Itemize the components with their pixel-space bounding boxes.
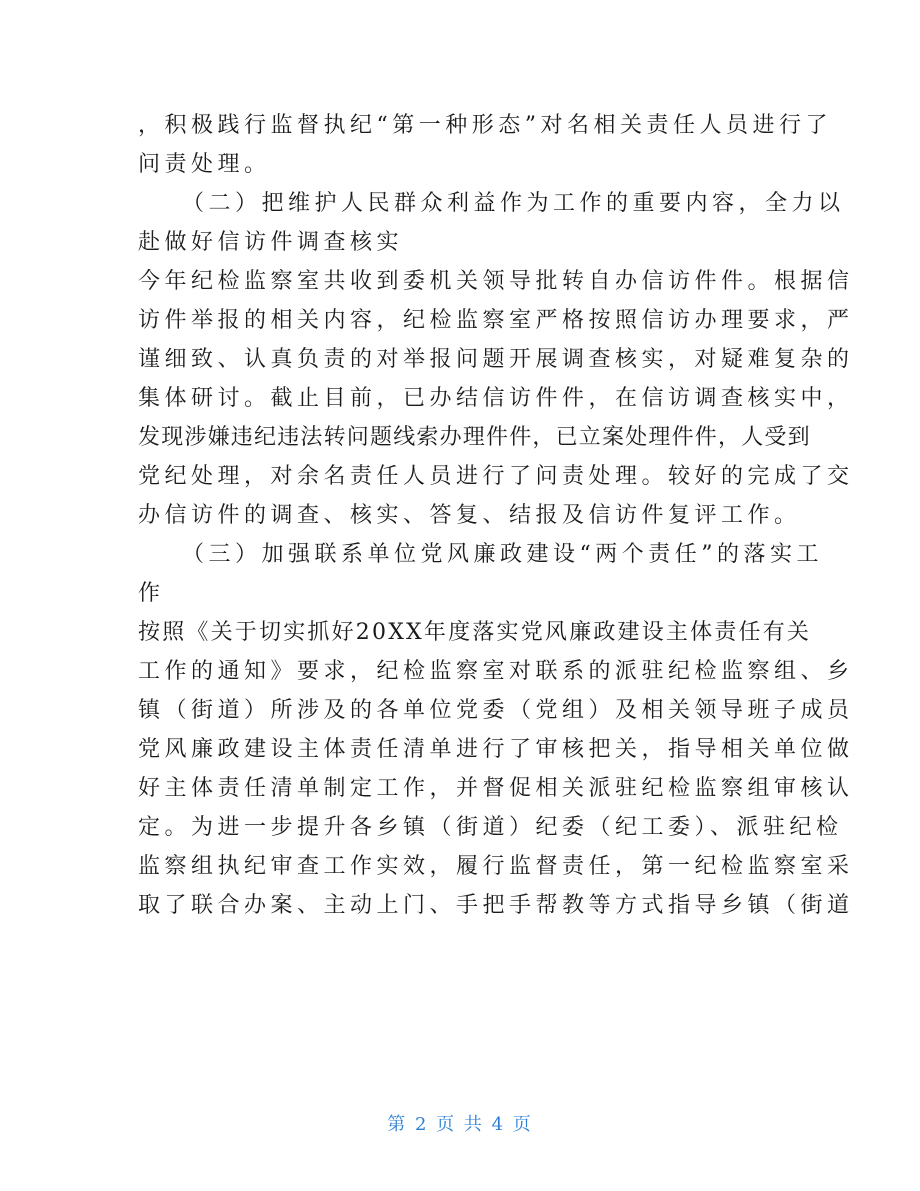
page-number-footer: 第 2 页 共 4 页 (387, 1114, 533, 1135)
section-heading-line: （三）加强联系单位党风廉政建设“两个责任”的落实工 (182, 542, 823, 567)
section-heading-line: （二）把维护人民群众利益作为工作的重要内容，全力以 (182, 191, 845, 216)
text-line: 党纪处理，对余名责任人员进行了问责处理。较好的完成了交 (138, 464, 854, 489)
section-heading-line: 赴做好信访件调查核实 (138, 230, 404, 255)
text-line: 按照《关于切实抓好20XX年度落实党风廉政建设主体责任有关 (138, 620, 812, 645)
text-line: ，积极践行监督执纪“第一种形态”对名相关责任人员进行了 (138, 113, 832, 138)
text-line: 谨细致、认真负责的对举报问题开展调查核实，对疑难复杂的 (138, 347, 854, 372)
text-line: 今年纪检监察室共收到委机关领导批转自办信访件件。根据信 (138, 269, 854, 294)
text-line: 好主体责任清单制定工作，并督促相关派驻纪检监察组审核认 (138, 776, 854, 801)
text-line: 工作的通知》要求，纪检监察室对联系的派驻纪检监察组、乡 (138, 659, 854, 684)
text-line: 发现涉嫌违纪违法转问题线索办理件件，已立案处理件件，人受到 (138, 425, 811, 450)
text-line: 集体研讨。截止目前，已办结信访件件，在信访调查核实中， (138, 386, 854, 411)
text-line: 问责处理。 (138, 152, 271, 177)
text-line: 镇（街道）所涉及的各单位党委（党组）及相关领导班子成员 (138, 698, 854, 723)
text-line: 取了联合办案、主动上门、手把手帮教等方式指导乡镇（街道 (138, 893, 854, 918)
text-line: 党风廉政建设主体责任清单进行了审核把关，指导相关单位做 (138, 737, 854, 762)
text-line: 定。为进一步提升各乡镇（街道）纪委（纪工委）、派驻纪检 (138, 815, 843, 840)
document-body (138, 106, 854, 925)
section-heading-line: 作 (138, 581, 165, 606)
text-line: 访件举报的相关内容，纪检监察室严格按照信访办理要求，严 (138, 308, 854, 333)
text-line: 监察组执纪审查工作实效，履行监督责任，第一纪检监察室采 (138, 854, 854, 879)
text-line: 办信访件的调查、核实、答复、结报及信访件复评工作。 (138, 503, 801, 528)
